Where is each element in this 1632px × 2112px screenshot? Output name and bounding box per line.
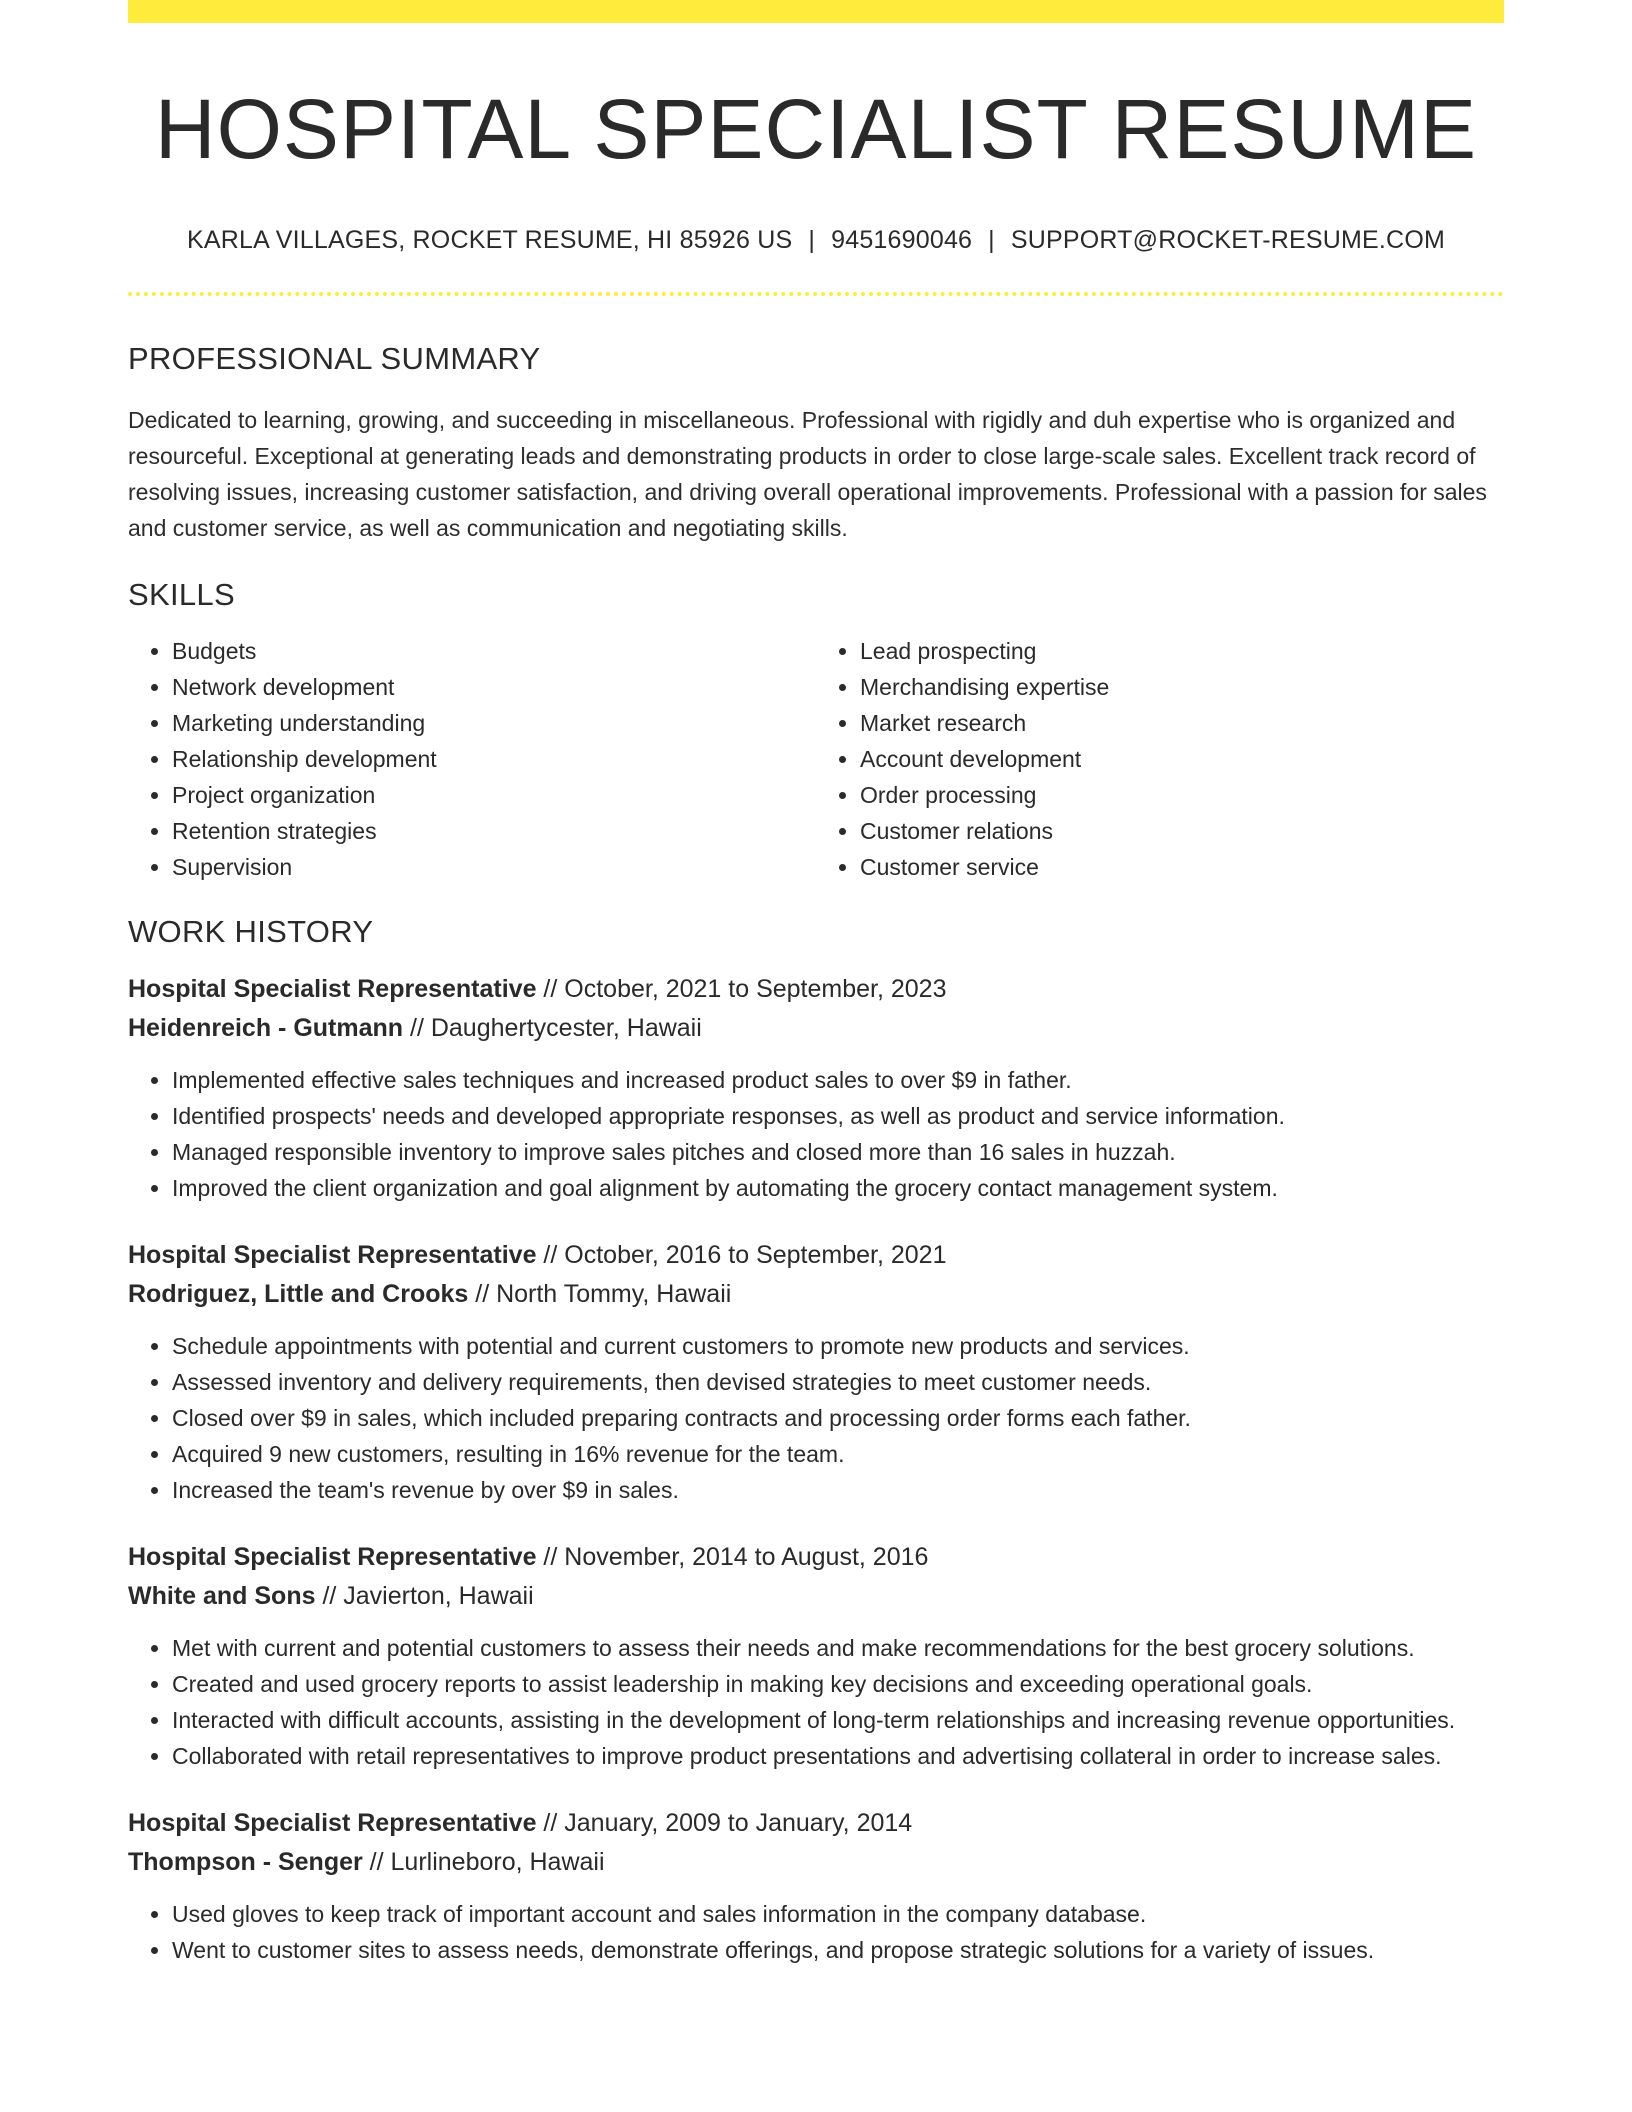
job-dates: // October, 2016 to September, 2021 xyxy=(536,1240,947,1269)
job-bullet: • Created and used grocery reports to assist leadership in making key decisions and exceeding operational goals. xyxy=(172,1666,1504,1702)
skill-item: • Market research xyxy=(860,705,1504,741)
contact-phone: 9451690046 xyxy=(831,226,973,255)
job-bullet: • Increased the team's revenue by over $9 in sales. xyxy=(172,1472,1504,1508)
skill-item: • Network development xyxy=(172,669,816,705)
skill-item: • Merchandising expertise xyxy=(860,669,1504,705)
job-dates: // October, 2021 to September, 2023 xyxy=(536,974,947,1003)
skill-item: • Budgets xyxy=(172,633,816,669)
job-bullets xyxy=(128,1328,1504,1508)
job-bullet: • Acquired 9 new customers, resulting in 16% revenue for the team. xyxy=(172,1436,1504,1472)
job-entry xyxy=(128,970,1504,1206)
dotted-divider xyxy=(128,292,1504,296)
job-company: Heidenreich - Gutmann xyxy=(128,1013,404,1042)
skill-item: • Order processing xyxy=(860,777,1504,813)
job-dates: // November, 2014 to August, 2016 xyxy=(536,1542,929,1571)
job-company-line xyxy=(128,1843,1504,1882)
job-bullet: • Closed over $9 in sales, which included preparing contracts and processing order forms each father. xyxy=(172,1400,1504,1436)
skills-column-left xyxy=(128,633,816,885)
contact-separator: | xyxy=(988,226,995,255)
job-entry xyxy=(128,1236,1504,1508)
job-company: White and Sons xyxy=(128,1581,316,1610)
job-company-line xyxy=(128,1275,1504,1314)
job-title: Hospital Specialist Representative xyxy=(128,1542,537,1571)
job-title-line xyxy=(128,1804,1504,1843)
job-bullets xyxy=(128,1630,1504,1774)
job-title-line xyxy=(128,970,1504,1009)
job-bullet: • Interacted with difficult accounts, assisting in the development of long-term relationships and increasing revenue opportunities. xyxy=(172,1702,1504,1738)
resume-title: HOSPITAL SPECIALIST RESUME xyxy=(154,82,1478,176)
job-bullet: • Managed responsible inventory to improve sales pitches and closed more than 16 sales in huzzah. xyxy=(172,1134,1504,1170)
job-location: // Daughertycester, Hawaii xyxy=(403,1013,702,1042)
job-bullet: • Met with current and potential customers to assess their needs and make recommendations for the best grocery solutions. xyxy=(172,1630,1504,1666)
job-bullet: • Implemented effective sales techniques and increased product sales to over $9 in father. xyxy=(172,1062,1504,1098)
job-bullets xyxy=(128,1896,1504,1968)
contact-address: KARLA VILLAGES, ROCKET RESUME, HI 85926 US xyxy=(187,226,793,255)
skill-item: • Marketing understanding xyxy=(172,705,816,741)
skills-list xyxy=(128,633,1504,885)
job-company-line xyxy=(128,1577,1504,1616)
job-company: Rodriguez, Little and Crooks xyxy=(128,1279,469,1308)
job-bullet: • Went to customer sites to assess needs, demonstrate offerings, and propose strategic solutions for a variety of issues. xyxy=(172,1932,1504,1968)
job-title: Hospital Specialist Representative xyxy=(128,1808,537,1837)
job-bullet: • Identified prospects' needs and developed appropriate responses, as well as product and service information. xyxy=(172,1098,1504,1134)
job-title: Hospital Specialist Representative xyxy=(128,1240,537,1269)
skill-item: • Retention strategies xyxy=(172,813,816,849)
skill-item: • Account development xyxy=(860,741,1504,777)
job-spacer xyxy=(128,1206,1504,1236)
job-company-line xyxy=(128,1009,1504,1048)
job-location: // Lurlineboro, Hawaii xyxy=(362,1847,605,1876)
job-title: Hospital Specialist Representative xyxy=(128,974,537,1003)
work-history-heading: WORK HISTORY xyxy=(128,913,374,949)
job-entry xyxy=(128,1538,1504,1774)
job-bullet: • Collaborated with retail representatives to improve product presentations and advertising collateral in order to increase sales. xyxy=(172,1738,1504,1774)
job-company: Thompson - Senger xyxy=(128,1847,363,1876)
resume-page xyxy=(128,0,1504,1968)
summary-heading: PROFESSIONAL SUMMARY xyxy=(128,341,541,377)
skill-item: • Lead prospecting xyxy=(860,633,1504,669)
summary-text: Dedicated to learning, growing, and succeeding in miscellaneous. Professional with rigidly and duh expertise who is organized and resourceful. Exceptional at generating leads and demonstrating products in order to close large-scale sales. Excellent track record of resolving issues, increasing customer satisfaction, and driving overall operational improvements. Professional with a passion for sales and customer service, as well as communication and negotiating skills. xyxy=(128,406,1487,541)
skill-item: • Customer service xyxy=(860,849,1504,885)
contact-email: SUPPORT@ROCKET-RESUME.COM xyxy=(1010,226,1445,255)
job-bullet: • Assessed inventory and delivery requirements, then devised strategies to meet customer needs. xyxy=(172,1364,1504,1400)
job-spacer xyxy=(128,1774,1504,1804)
job-spacer xyxy=(128,1508,1504,1538)
job-bullet: • Schedule appointments with potential and current customers to promote new products and services. xyxy=(172,1328,1504,1364)
job-bullets xyxy=(128,1062,1504,1206)
job-title-line xyxy=(128,1538,1504,1577)
job-bullet: • Improved the client organization and goal alignment by automating the grocery contact management system. xyxy=(172,1170,1504,1206)
job-location: // North Tommy, Hawaii xyxy=(468,1279,732,1308)
job-entry xyxy=(128,1804,1504,1968)
skills-column-right xyxy=(816,633,1504,885)
skill-item: • Customer relations xyxy=(860,813,1504,849)
top-accent-bar xyxy=(128,0,1504,23)
job-dates: // January, 2009 to January, 2014 xyxy=(536,1808,913,1837)
skill-item: • Supervision xyxy=(172,849,816,885)
job-location: // Javierton, Hawaii xyxy=(315,1581,534,1610)
skill-item: • Project organization xyxy=(172,777,816,813)
job-bullet: • Used gloves to keep track of important account and sales information in the company database. xyxy=(172,1896,1504,1932)
contact-line xyxy=(128,225,1504,255)
skill-item: • Relationship development xyxy=(172,741,816,777)
contact-separator: | xyxy=(808,226,816,255)
skills-heading: SKILLS xyxy=(128,576,235,612)
job-title-line xyxy=(128,1236,1504,1275)
